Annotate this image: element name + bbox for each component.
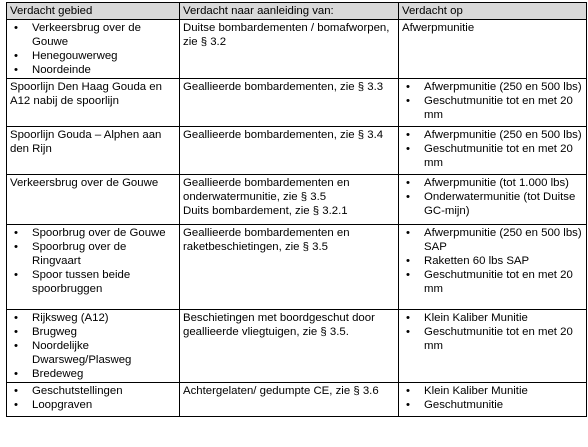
reason-text: Geallieerde bombardementen, zie § 3.3 — [183, 81, 384, 93]
bullet-list — [402, 128, 582, 170]
list-item: • Henegouwerweg — [10, 49, 175, 63]
table-row — [7, 225, 587, 310]
list-item: • Geschutmunitie — [402, 398, 582, 412]
bullet-list — [10, 226, 175, 296]
suspect-areas-table — [6, 2, 587, 417]
list-item: • Afwerpmunitie (250 en 500 lbs) — [402, 80, 582, 94]
list-item: • Geschutmunitie tot en met 20 mm — [402, 325, 582, 353]
cell-suspect-reason — [180, 383, 399, 417]
header-suspect-of: Verdacht op — [399, 3, 587, 20]
list-item: • Spoor tussen beide spoorbruggen — [10, 268, 175, 296]
list-item: • Loopgraven — [10, 398, 175, 412]
list-item: • Bredeweg — [10, 367, 175, 381]
reason-text: Geallieerde bombardementen en raketbeschietingen, zie § 3.5 — [183, 227, 350, 253]
bullet-list — [402, 176, 582, 218]
cell-suspect-reason — [180, 175, 399, 225]
cell-suspect-of — [399, 310, 587, 383]
bullet-list — [10, 311, 175, 381]
cell-text: Afwerpmunitie — [402, 22, 475, 34]
reason-text: Duits bombardement, zie § 3.2.1 — [183, 205, 348, 217]
cell-suspect-area — [7, 175, 180, 225]
cell-suspect-reason — [180, 225, 399, 310]
cell-suspect-of — [399, 175, 587, 225]
table-header-row — [7, 3, 587, 20]
bullet-list — [402, 311, 582, 353]
list-item: • Spoorbrug over de Gouwe — [10, 226, 175, 240]
reason-text: Geallieerde bombardementen, zie § 3.4 — [183, 129, 384, 141]
list-item: • Rijksweg (A12) — [10, 311, 175, 325]
list-item: • Afwerpmunitie (250 en 500 lbs) — [402, 128, 582, 142]
cell-suspect-of — [399, 225, 587, 310]
table-row — [7, 79, 587, 127]
cell-suspect-area — [7, 225, 180, 310]
list-item: • Noordeinde — [10, 63, 175, 77]
cell-text: Verkeersbrug over de Gouwe — [10, 177, 159, 189]
bullet-list — [402, 384, 582, 412]
reason-text: Achtergelaten/ gedumpte CE, zie § 3.6 — [183, 385, 379, 397]
header-suspect-area: Verdacht gebied — [7, 3, 180, 20]
list-item: • Geschutmunitie tot en met 20 mm — [402, 142, 582, 170]
cell-suspect-area — [7, 310, 180, 383]
cell-suspect-area — [7, 79, 180, 127]
cell-suspect-reason — [180, 127, 399, 175]
cell-suspect-reason — [180, 310, 399, 383]
bullet-list — [10, 21, 175, 77]
table-row — [7, 127, 587, 175]
list-item: • Afwerpmunitie (250 en 500 lbs) SAP — [402, 226, 582, 254]
list-item: • Geschutstellingen — [10, 384, 175, 398]
header-suspect-reason: Verdacht naar aanleiding van: — [180, 3, 399, 20]
list-item: • Afwerpmunitie (tot 1.000 lbs) — [402, 176, 582, 190]
bullet-list — [402, 80, 582, 122]
list-item: • Noordelijke Dwarsweg/Plasweg — [10, 339, 175, 367]
cell-suspect-area — [7, 127, 180, 175]
cell-suspect-area — [7, 383, 180, 417]
bullet-list — [402, 226, 582, 296]
list-item: • Spoorbrug over de Ringvaart — [10, 240, 175, 268]
list-item: • Brugweg — [10, 325, 175, 339]
list-item: • Geschutmunitie tot en met 20 mm — [402, 94, 582, 122]
cell-suspect-reason — [180, 20, 399, 79]
cell-suspect-of — [399, 127, 587, 175]
table-body — [7, 20, 587, 417]
cell-text: Spoorlijn Den Haag Gouda en A12 nabij de spoorlijn — [10, 81, 162, 107]
reason-text: Beschietingen met boordgeschut door geallieerde vliegtuigen, zie § 3.5. — [183, 312, 375, 338]
cell-suspect-reason — [180, 79, 399, 127]
list-item: • Geschutmunitie tot en met 20 mm — [402, 268, 582, 296]
bullet-list — [10, 384, 175, 412]
table-row — [7, 175, 587, 225]
cell-text: Spoorlijn Gouda – Alphen aan den Rijn — [10, 129, 162, 155]
cell-suspect-of — [399, 383, 587, 417]
reason-text: Duitse bombardementen / bomafworpen, zie § 3.2 — [183, 22, 390, 48]
list-item: • Onderwatermunitie (tot Duitse GC-mijn) — [402, 190, 582, 218]
cell-suspect-of — [399, 79, 587, 127]
reason-text: Geallieerde bombardementen en onderwatermunitie, zie § 3.5 — [183, 177, 350, 203]
cell-suspect-area — [7, 20, 180, 79]
table-row — [7, 383, 587, 417]
list-item: • Klein Kaliber Munitie — [402, 384, 582, 398]
table-row — [7, 20, 587, 79]
table-row — [7, 310, 587, 383]
cell-suspect-of — [399, 20, 587, 79]
list-item: • Klein Kaliber Munitie — [402, 311, 582, 325]
list-item: • Raketten 60 lbs SAP — [402, 254, 582, 268]
list-item: • Verkeersbrug over de Gouwe — [10, 21, 175, 49]
